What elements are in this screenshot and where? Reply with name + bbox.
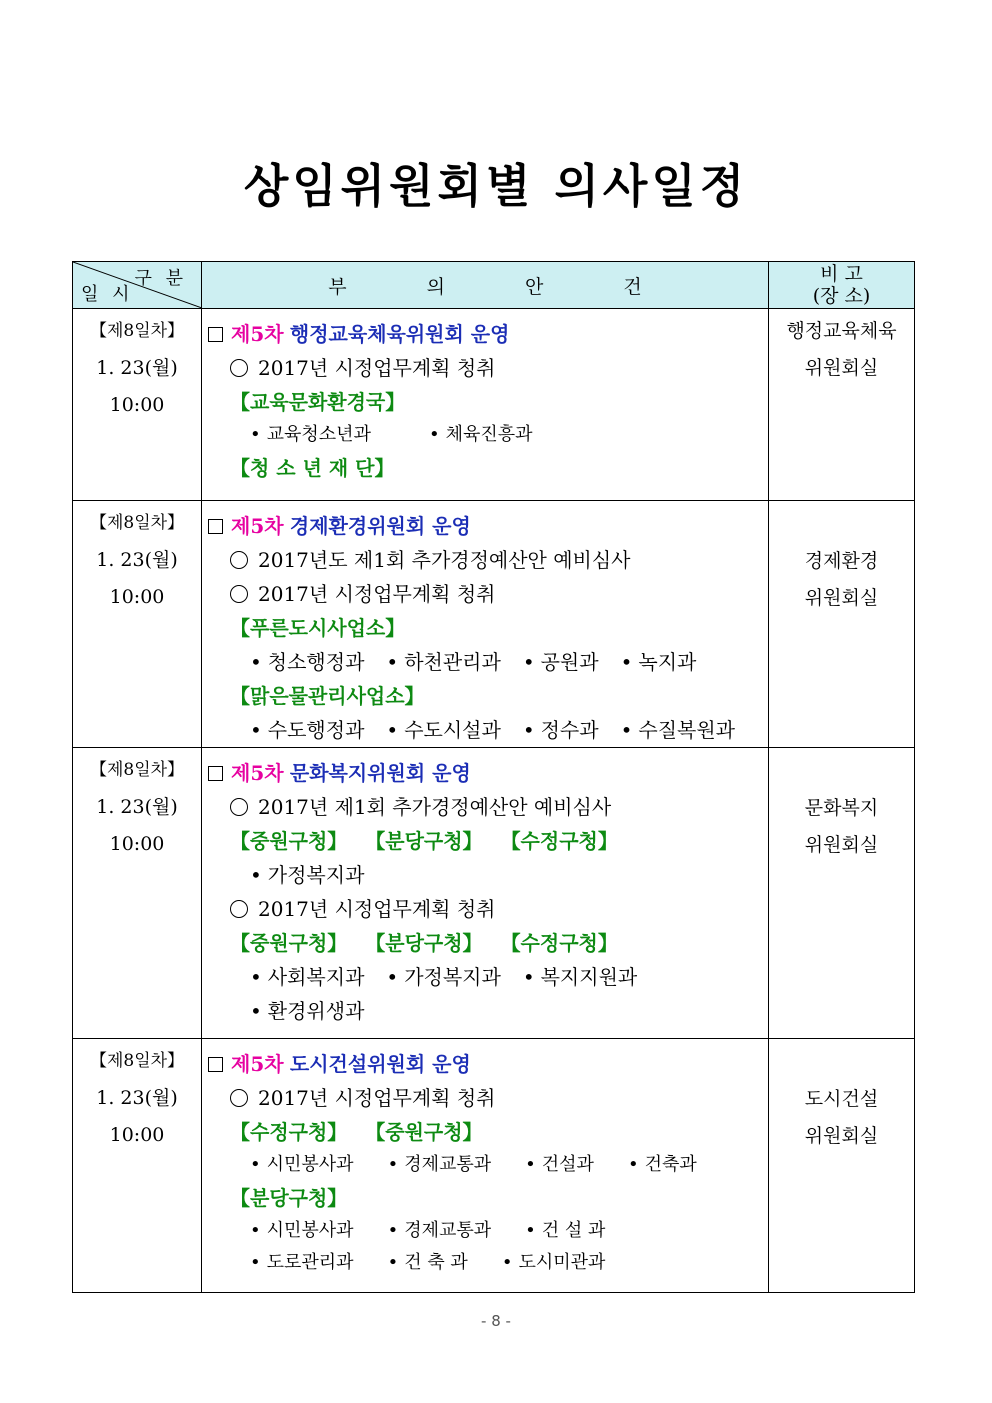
meeting-place-line: 위원회실 [804, 587, 879, 609]
agenda-item-text: 2017년 시정업무계획 청취 [258, 356, 496, 380]
department-group-label: 【푸른도시사업소】 [230, 616, 406, 640]
dot-bullet-icon: • [250, 999, 262, 1023]
department-item [250, 858, 364, 892]
committee-session-number: 제5차 [231, 1052, 284, 1076]
session-time: 10:00 [109, 394, 165, 416]
agenda-item-text: 2017년도 제1회 추가경정예산안 예비심사 [258, 548, 631, 572]
department-list [208, 1215, 768, 1247]
dot-bullet-icon: • [386, 718, 399, 742]
department-name: 건 설 과 [541, 1220, 606, 1241]
department-list [208, 858, 768, 892]
dot-bullet-icon: • [387, 1220, 399, 1241]
department-name: 시민봉사과 [266, 1220, 354, 1241]
committee-session-number: 제5차 [231, 322, 284, 346]
header-agenda-label: 부의안건 [328, 275, 722, 298]
session-datetime [73, 748, 202, 1039]
meeting-place-line: 문화복지 [804, 797, 879, 819]
circle-bullet-icon [230, 359, 248, 377]
department-list [208, 645, 768, 679]
dot-bullet-icon: • [620, 650, 633, 674]
dot-bullet-icon: • [250, 1220, 261, 1241]
session-day: 【제8일차】 [89, 1051, 185, 1071]
department-name: 경제교통과 [404, 1154, 492, 1175]
department-list [208, 1247, 768, 1279]
department-list [208, 1149, 768, 1181]
department-item [525, 1215, 605, 1247]
agenda-cell [202, 1039, 769, 1293]
department-item [429, 419, 533, 451]
department-item [502, 1247, 606, 1279]
department-group-label: 【분당구청】 [365, 829, 483, 853]
table-header-row [73, 262, 915, 309]
department-name: 수질복원과 [638, 718, 735, 742]
session-datetime [73, 309, 202, 501]
department-item [250, 645, 364, 679]
dot-bullet-icon: • [387, 1154, 399, 1175]
department-item [523, 713, 599, 747]
department-group-label: 【청 소 년 재 단】 [230, 456, 395, 480]
department-item [386, 960, 500, 994]
dot-bullet-icon: • [250, 718, 262, 742]
dot-bullet-icon: • [250, 650, 262, 674]
department-item [523, 645, 599, 679]
dot-bullet-icon: • [386, 965, 399, 989]
dot-bullet-icon: • [620, 718, 633, 742]
department-group [208, 1181, 768, 1215]
department-item [250, 1215, 354, 1247]
department-name: 복지지원과 [540, 965, 638, 989]
department-name: 환경위생과 [267, 999, 365, 1023]
department-name: 공원과 [540, 650, 599, 674]
header-place-label: (장 소) [812, 285, 871, 307]
agenda-item [208, 577, 768, 611]
page-title: 상임위원회별 의사일정 [243, 159, 749, 213]
department-group-label: 【중원구청】 [230, 829, 348, 853]
session-date: 1. 23(월) [96, 1087, 178, 1109]
square-bullet-icon [208, 327, 223, 342]
dot-bullet-icon: • [250, 1252, 261, 1273]
department-name: 정수과 [540, 718, 599, 742]
department-group-label: 【분당구청】 [230, 1186, 348, 1210]
department-group [208, 451, 768, 485]
dot-bullet-icon: • [525, 1154, 536, 1175]
department-group-label: 【수정구청】 [500, 829, 618, 853]
department-group [208, 385, 768, 419]
agenda-item-text: 2017년 시정업무계획 청취 [258, 582, 496, 606]
committee-heading [208, 317, 768, 351]
department-group [208, 679, 768, 713]
dot-bullet-icon: • [250, 424, 261, 445]
department-item [250, 1149, 354, 1181]
agenda-item-text: 2017년 시정업무계획 청취 [258, 1086, 496, 1110]
session-day: 【제8일차】 [89, 321, 185, 341]
circle-bullet-icon [230, 798, 248, 816]
agenda-item [208, 1081, 768, 1115]
header-agenda [202, 262, 769, 309]
department-group-label: 【교육문화환경국】 [230, 390, 406, 414]
page-number: - 8 - [481, 1312, 511, 1330]
committee-heading [208, 756, 768, 790]
department-name: 가정복지과 [267, 863, 365, 887]
header-note-label: 비 고 [820, 263, 863, 285]
header-datetime-label: 일 시 [81, 284, 134, 305]
circle-bullet-icon [230, 1089, 248, 1107]
department-name: 도시미관과 [518, 1252, 606, 1273]
department-item [250, 994, 364, 1028]
square-bullet-icon [208, 1057, 223, 1072]
session-day: 【제8일차】 [89, 513, 185, 533]
committee-session-number: 제5차 [231, 761, 284, 785]
department-group-list [208, 926, 768, 960]
department-group-label: 【중원구청】 [365, 1120, 483, 1144]
meeting-place [769, 1039, 915, 1293]
department-name: 체육진흥과 [445, 424, 533, 445]
department-name: 청소행정과 [267, 650, 365, 674]
dot-bullet-icon: • [250, 1154, 261, 1175]
session-time: 10:00 [109, 586, 165, 608]
committee-session-number: 제5차 [231, 514, 284, 538]
department-name: 시민봉사과 [266, 1154, 354, 1175]
square-bullet-icon [208, 766, 223, 781]
department-item [386, 713, 500, 747]
agenda-item-text: 2017년 제1회 추가경정예산안 예비심사 [258, 795, 612, 819]
agenda-item [208, 543, 768, 577]
session-day: 【제8일차】 [89, 760, 185, 780]
meeting-place-line: 행정교육체육 [786, 320, 897, 342]
department-group-label: 【수정구청】 [230, 1120, 348, 1144]
committee-heading [208, 509, 768, 543]
circle-bullet-icon [230, 551, 248, 569]
agenda-cell [202, 309, 769, 501]
meeting-place [769, 501, 915, 748]
department-item [621, 713, 735, 747]
committee-name: 행정교육체육위원회 운영 [289, 322, 510, 346]
department-group-label: 【중원구청】 [230, 931, 348, 955]
agenda-cell [202, 748, 769, 1039]
department-name: 건설과 [541, 1154, 594, 1175]
department-name: 하천관리과 [404, 650, 501, 674]
dot-bullet-icon: • [386, 650, 399, 674]
meeting-place-line: 위원회실 [804, 1125, 879, 1147]
session-date: 1. 23(월) [96, 549, 178, 571]
header-note [769, 262, 915, 309]
department-item [523, 960, 637, 994]
agenda-cell [202, 501, 769, 748]
department-name: 건축과 [644, 1154, 697, 1175]
dot-bullet-icon: • [428, 424, 440, 445]
department-group-list [208, 824, 768, 858]
square-bullet-icon [208, 519, 223, 534]
dot-bullet-icon: • [522, 965, 535, 989]
department-name: 녹지과 [638, 650, 697, 674]
department-list [208, 994, 768, 1028]
department-item [250, 960, 364, 994]
department-item [628, 1149, 697, 1181]
department-group [208, 611, 768, 645]
meeting-place [769, 309, 915, 501]
department-name: 도로관리과 [266, 1252, 354, 1273]
department-item [386, 645, 500, 679]
dot-bullet-icon: • [387, 1252, 399, 1273]
department-group-label: 【수정구청】 [500, 931, 618, 955]
department-item [388, 1247, 468, 1279]
dot-bullet-icon: • [522, 718, 535, 742]
committee-name: 도시건설위원회 운영 [289, 1052, 471, 1076]
meeting-place-line: 위원회실 [804, 357, 879, 379]
schedule-row [73, 748, 915, 1039]
session-time: 10:00 [109, 833, 165, 855]
department-name: 수도행정과 [267, 718, 365, 742]
department-item [525, 1149, 594, 1181]
department-name: 수도시설과 [404, 718, 501, 742]
session-datetime [73, 501, 202, 748]
circle-bullet-icon [230, 585, 248, 603]
department-name: 가정복지과 [404, 965, 501, 989]
schedule-row [73, 1039, 915, 1293]
department-group-label: 【맑은물관리사업소】 [230, 684, 425, 708]
committee-name: 문화복지위원회 운영 [289, 761, 471, 785]
department-item [250, 1247, 354, 1279]
department-name: 경제교통과 [404, 1220, 492, 1241]
session-date: 1. 23(월) [96, 796, 178, 818]
meeting-place-line: 도시건설 [804, 1088, 879, 1110]
session-time: 10:00 [109, 1124, 165, 1146]
header-category-datetime [73, 262, 202, 309]
department-list [208, 713, 768, 747]
dot-bullet-icon: • [525, 1220, 536, 1241]
meeting-place [769, 748, 915, 1039]
schedule-row [73, 309, 915, 501]
agenda-item [208, 351, 768, 385]
department-name: 사회복지과 [267, 965, 365, 989]
agenda-item [208, 790, 768, 824]
department-item [250, 713, 364, 747]
department-item [388, 1149, 492, 1181]
department-name: 건 축 과 [404, 1252, 468, 1273]
schedule-row [73, 501, 915, 748]
session-datetime [73, 1039, 202, 1293]
department-list [208, 419, 768, 451]
dot-bullet-icon: • [522, 650, 535, 674]
schedule-table [72, 261, 915, 1293]
committee-heading [208, 1047, 768, 1081]
dot-bullet-icon: • [627, 1154, 639, 1175]
department-group-label: 【분당구청】 [365, 931, 483, 955]
dot-bullet-icon: • [250, 863, 262, 887]
agenda-item-text: 2017년 시정업무계획 청취 [258, 897, 496, 921]
department-group-list [208, 1115, 768, 1149]
dot-bullet-icon: • [250, 965, 262, 989]
header-category-label: 구 분 [134, 268, 187, 289]
dot-bullet-icon: • [501, 1252, 513, 1273]
department-name: 교육청소년과 [266, 424, 371, 445]
circle-bullet-icon [230, 900, 248, 918]
department-item [250, 419, 371, 451]
meeting-place-line: 경제환경 [804, 550, 879, 572]
session-date: 1. 23(월) [96, 357, 178, 379]
department-list [208, 960, 768, 994]
department-item [621, 645, 697, 679]
agenda-item [208, 892, 768, 926]
committee-name: 경제환경위원회 운영 [289, 514, 471, 538]
meeting-place-line: 위원회실 [804, 834, 879, 856]
department-item [388, 1215, 492, 1247]
